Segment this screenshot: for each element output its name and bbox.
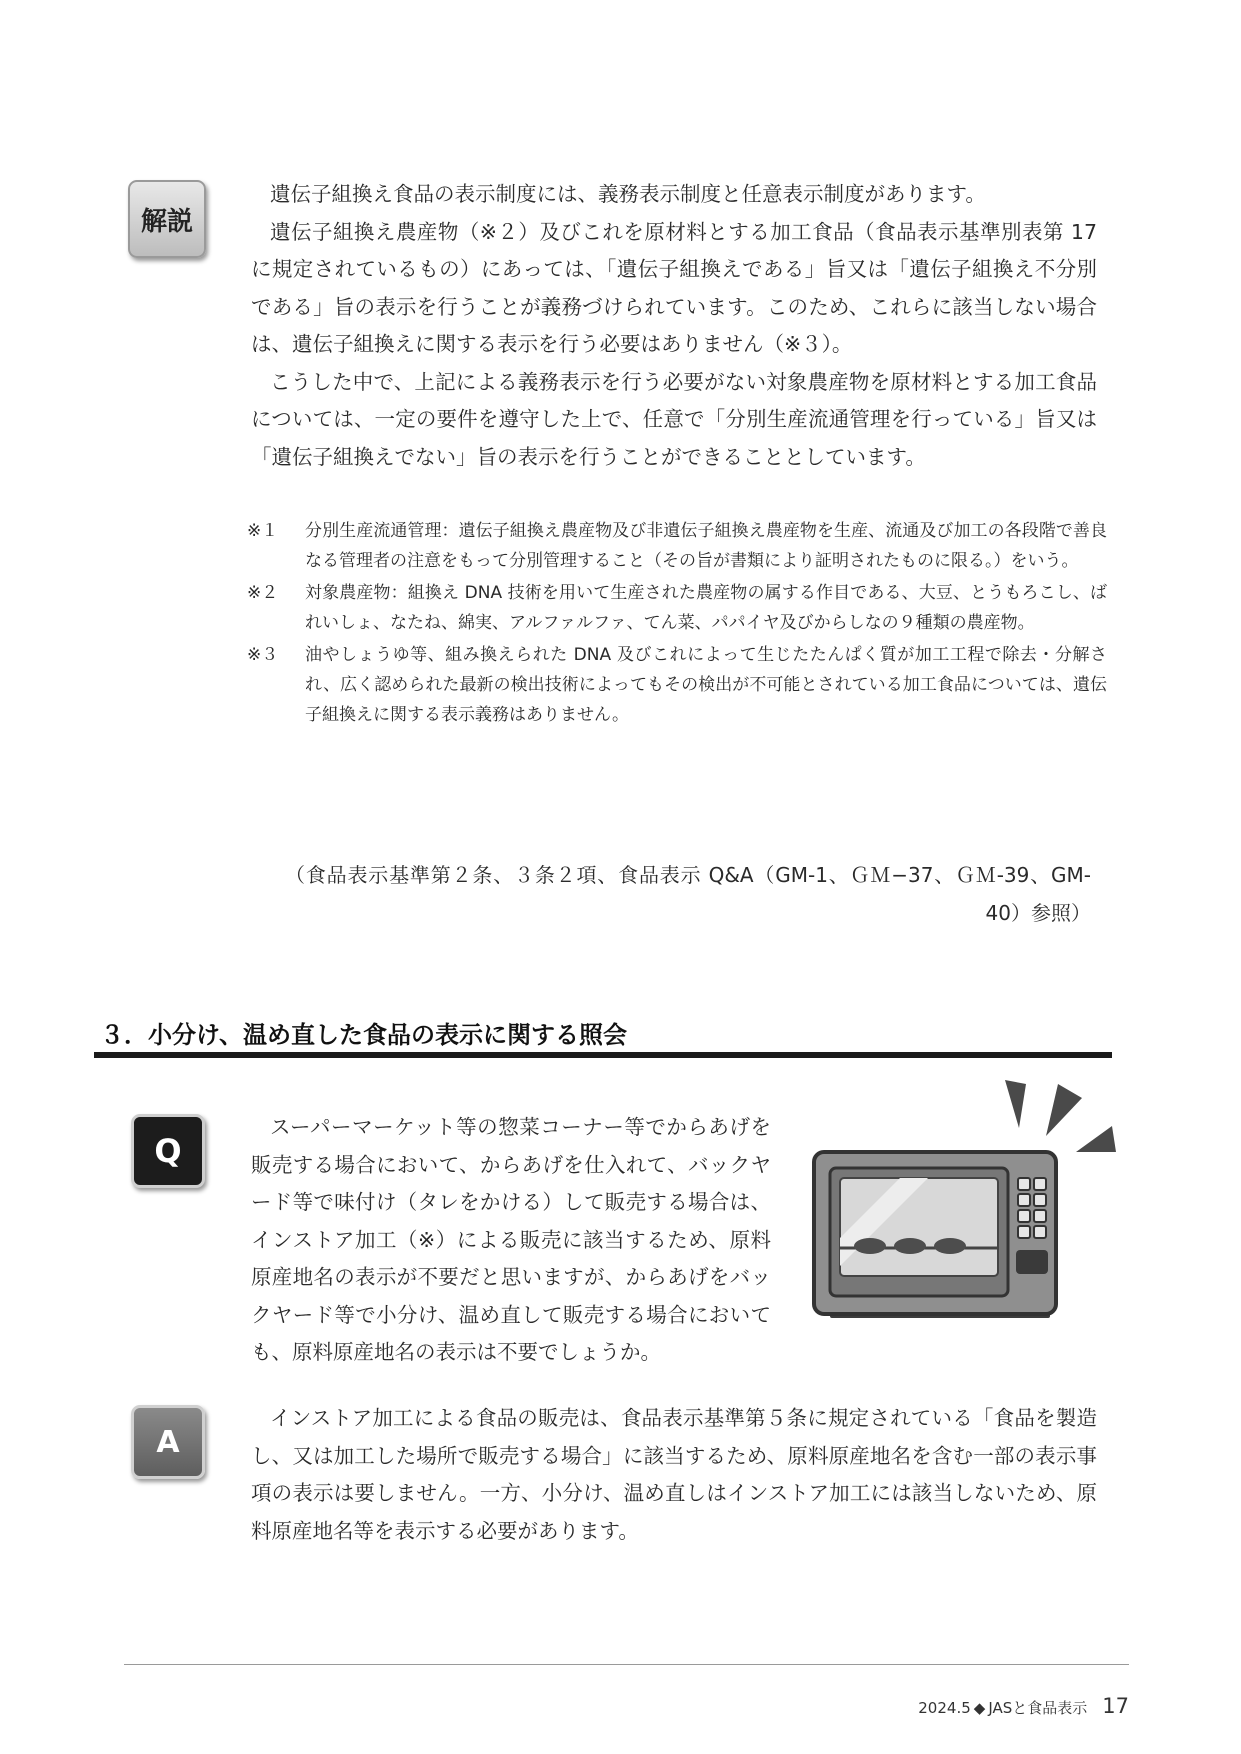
footnote-mark: ※２ <box>247 583 279 603</box>
section-heading: ３．小分け、温め直した食品の表示に関する照会 <box>100 1021 628 1049</box>
answer-text: インストア加工による食品の販売は、食品表示基準第５条に規定されている「食品を製造し、又は加工した場所で販売する場合」に該当するため、原料原産地名を含む一部の表示事項の表示は要しません。一方、小分け、温め直しはインストア加工には該当しないため、原料原産地名等を表示する必要があります。 <box>251 1406 1097 1543</box>
footnote-1 <box>247 516 1107 576</box>
kaisetsu-paragraph-3: こうした中で、上記による義務表示を行う必要がない対象農産物を原材料とする加工食品については、一定の要件を遵守した上で、任意で「分別生産流通管理を行っている」旨又は「遺伝子組換えでない」旨の表示を行うことができることとしています。 <box>251 369 1097 469</box>
spike-mark <box>1046 1084 1082 1136</box>
question-text: スーパーマーケット等の惣菜コーナー等でからあげを販売する場合において、からあげを仕入れて、バックヤード等で味付け（タレをかける）して販売する場合は、インストア加工（※）による販売に該当するため、原料原産地名の表示が不要だと思いますが、からあげをバックヤード等で小分け、温め直して販売する場合においても、原料原産地名の表示は不要でしょうか。 <box>251 1115 771 1364</box>
page-number: 17 <box>1102 1694 1129 1718</box>
kaisetsu-paragraph-2: 遺伝子組換え農産物（※２）及びこれを原材料とする加工食品（食品表示基準別表第 17 に規定されているもの）にあっては、「遺伝子組換えである」旨又は「遺伝子組換え不分別である」旨の表示を行うことが義務づけられています。このため、これらに該当しない場合は、遺伝子組換えに関する表示を行う必要はありません（※３）。 <box>251 219 1097 356</box>
footnote-3 <box>247 640 1107 730</box>
reference-citation: （食品表示基準第２条、３条２項、食品表示 Q&A（GM-1、ＧＭ−37、ＧＭ-39、GM-40）参照） <box>285 863 1091 925</box>
footer-issue: 2024.5 <box>918 1699 971 1717</box>
kaisetsu-paragraph-1: 遺伝子組換え食品の表示制度には、義務表示制度と任意表示制度があります。 <box>270 182 986 206</box>
footnote-mark: ※３ <box>247 645 279 665</box>
footnote-2 <box>247 578 1107 638</box>
kaisetsu-badge: 解説 <box>128 180 206 258</box>
footnote-text: 分別生産流通管理：遺伝子組換え農産物及び非遺伝子組換え農産物を生産、流通及び加工の各段階で善良なる管理者の注意をもって分別管理すること（その旨が書類により証明されたものに限る。）をいう。 <box>305 521 1107 571</box>
footnote-text: 対象農産物：組換え DNA 技術を用いて生産された農産物の属する作目である、大豆、とうもろこし、ばれいしょ、なたね、綿実、アルファルファ、てん菜、パパイヤ及びからしなの９種類の農産物。 <box>305 583 1107 633</box>
section-divider <box>94 1052 1112 1058</box>
question-badge: Q <box>131 1114 205 1188</box>
page-footer <box>918 1694 1129 1718</box>
footnote-text: 油やしょうゆ等、組み換えられた DNA 及びこれによって生じたたんぱく質が加工工程で除去・分解され、広く認められた最新の検出技術によってもその検出が不可能とされている加工食品については、遺伝子組換えに関する表示義務はありません。 <box>305 645 1107 725</box>
footnote-mark: ※１ <box>247 521 279 541</box>
microwave-oven-illustration <box>800 1080 1120 1320</box>
spike-mark <box>1076 1126 1116 1152</box>
diamond-separator-icon: ◆ <box>973 1699 986 1717</box>
answer-badge: A <box>131 1405 205 1479</box>
spike-mark <box>1005 1080 1026 1128</box>
footer-divider <box>124 1664 1129 1665</box>
footer-publication: JASと食品表示 <box>988 1699 1088 1717</box>
footnotes <box>247 516 1107 732</box>
